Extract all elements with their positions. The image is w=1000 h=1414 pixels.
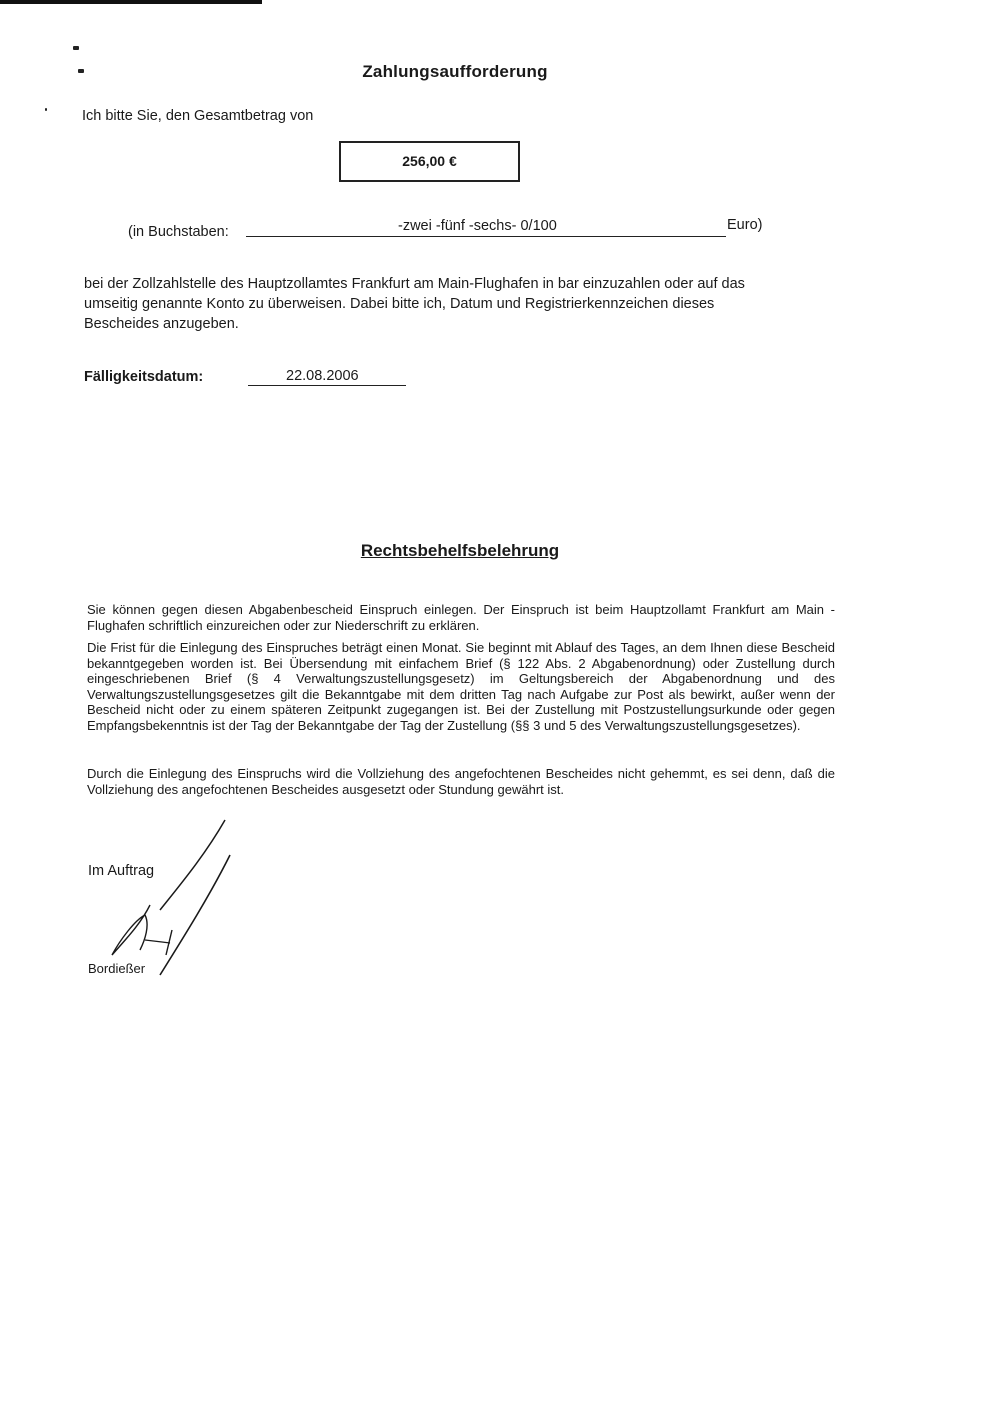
due-date-label: Fälligkeitsdatum: xyxy=(84,369,204,385)
amount-value: 256,00 € xyxy=(402,153,457,169)
legal-heading: Rechtsbehelfsbelehrung xyxy=(360,541,560,560)
payment-instruction-line: umseitig genannte Konto zu überweisen. Dabei bitte ich, Datum und Registrierkennzeichen dieses xyxy=(84,296,715,312)
scan-speck xyxy=(78,69,84,73)
legal-paragraph xyxy=(87,602,835,633)
scan-speck xyxy=(73,46,79,50)
handwritten-signature xyxy=(100,815,250,985)
page-title: Zahlungsaufforderung xyxy=(362,62,548,81)
amount-words-unit: Euro) xyxy=(727,217,763,233)
amount-words-label: (in Buchstaben: xyxy=(128,224,229,240)
closing-text: Im Auftrag xyxy=(88,863,155,879)
signer-name: Bordießer xyxy=(88,961,146,976)
legal-paragraph-text: Die Frist für die Einlegung des Einspruches beträgt einen Monat. Sie beginnt mit Ablauf des Tages, an dem Ihnen diese Bescheid bekanntgegeben worden ist. Bei Übersendung mit einfachem Brief (§ 122 Abs. 2 Abgabenordnung) oder Zustellung durch eingeschriebenen Brief (§ 4 Verwaltungszustellungsgesetz) im Geltungsbereich der Abgabenordnung und des Verwaltungszustellungsgesetzes gilt die Bekanntgabe mit dem dritten Tag nach Aufgabe zur Post als bewirkt, außer wenn der Bescheid nicht oder zu einem späteren Zeitpunkt zugegangen ist. Bei der Zustellung mit Postzustellungsurkunde oder gegen Empfangsbekenntnis ist der Tag der Bekanntgabe der Tag der Zustellung (§§ 3 und 5 des Verwaltungszustellungsgesetzes). xyxy=(87,640,835,733)
legal-paragraph-text: Durch die Einlegung des Einspruchs wird die Vollziehung des angefochtenen Bescheides nicht gehemmt, es sei denn, daß die Vollziehung des angefochtenen Bescheides ausgesetzt oder Stundung gewährt ist. xyxy=(87,766,835,797)
legal-paragraph xyxy=(87,766,835,797)
amount-box xyxy=(339,141,520,182)
scan-edge-mark xyxy=(0,0,262,4)
amount-words-underline xyxy=(246,236,726,237)
payment-instruction-line: bei der Zollzahlstelle des Hauptzollamtes Frankfurt am Main-Flughafen in bar einzuzahlen oder auf das xyxy=(84,276,745,292)
payment-instruction-line: Bescheides anzugeben. xyxy=(84,316,239,332)
due-date-underline xyxy=(248,385,406,386)
legal-paragraph xyxy=(87,640,835,733)
scan-speck xyxy=(45,108,47,111)
legal-paragraph-text: Sie können gegen diesen Abgabenbescheid Einspruch einlegen. Der Einspruch ist beim Hauptzollamt Frankfurt am Main - Flughafen schriftlich einzureichen oder zur Niederschrift zu erklären. xyxy=(87,602,835,633)
intro-text: Ich bitte Sie, den Gesamtbetrag von xyxy=(82,108,314,124)
amount-words-value: -zwei -fünf -sechs- 0/100 xyxy=(398,218,557,234)
due-date-value: 22.08.2006 xyxy=(286,368,359,384)
